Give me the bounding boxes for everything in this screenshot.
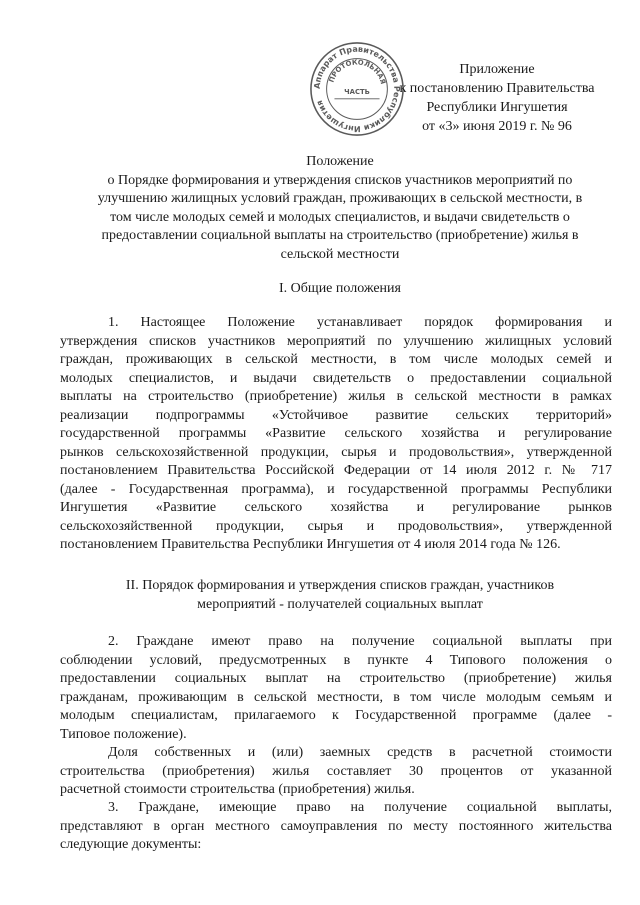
paragraph-line: 3. Граждане, имеющие право на получение социальной выплаты,	[108, 800, 612, 815]
annex-line: к постановлению Правительства	[399, 81, 595, 96]
section-1-heading: I. Общие положения	[279, 281, 401, 296]
stamp-outer-text: Аппарат Правительства Республики Ингушетия	[312, 44, 402, 134]
paragraph-line: сельскохозяйственной продукции, сырья и продовольствия», утвержденной	[60, 518, 612, 534]
title-line: сельской местности	[280, 246, 400, 262]
paragraph-line: гражданам, проживающим в сельской местности, в том числе молодым семьям и	[60, 689, 612, 705]
paragraph-2	[60, 633, 612, 744]
paragraph-line: государственной программы «Развитие сельского хозяйства и регулирование	[60, 426, 612, 441]
paragraph-line: (далее - Государственная программа), и государственной программы Республики	[60, 481, 612, 497]
document-title	[80, 153, 600, 264]
paragraph-line: молодых специалистов, и выдачи свидетельств о предоставлении социальной	[60, 370, 612, 386]
paragraph-line: рынков сельскохозяйственной продукции, сырья и продовольствия», утвержденной	[60, 444, 612, 460]
paragraph-line: молодым специалистам, прилагаемого к Государственной программе (далее -	[60, 708, 612, 723]
paragraph-line: постановлением Правительства Российской Федерации от 14 июля 2012 г. № 717	[60, 463, 612, 478]
stamp-inner-text: ПРОТОКОЛЬНАЯ	[327, 58, 387, 86]
paragraph-line: реализации подпрограммы «Устойчивое развитие сельских территорий»	[60, 407, 612, 423]
paragraph-line: Ингушетия «Развитие сельского хозяйства и регулирование рынков	[60, 500, 612, 515]
paragraph-line: предоставлении социальных выплат на строительство (приобретение) жилья	[60, 671, 612, 686]
paragraph-line: выплаты на строительство (приобретение) жилья в сельской местности в рамках	[60, 389, 612, 404]
paragraph-line: расчетной стоимости строительства (приобретения) жилья.	[60, 782, 415, 797]
annex-line: Республики Ингушетия	[426, 100, 568, 115]
paragraph-line: Типовое положение).	[60, 726, 187, 742]
heading-line: II. Порядок формирования и утверждения списков граждан, участников	[125, 578, 555, 593]
paragraph-line: следующие документы:	[60, 837, 202, 852]
title-line: том числе молодых семей и молодых специалистов, и выдачи свидетельств о	[110, 209, 570, 225]
paragraph-line: постановлением Правительства Республики Ингушетия от 4 июля 2014 года № 126.	[60, 537, 561, 552]
paragraph-line: граждан, проживающих в сельской местности, в том числе молодых семей и	[60, 352, 612, 367]
paragraph-line: 2. Граждане имеют право на получение социальной выплаты при	[108, 634, 612, 649]
title-line: о Порядке формирования и утверждения списков участников мероприятий по	[107, 172, 573, 188]
title-line: предоставлении социальной выплаты на строительство (приобретение) жилья в	[101, 228, 579, 243]
annex-line: от «3» июня 2019 г. № 96	[422, 119, 572, 134]
paragraph-1	[60, 314, 612, 555]
paragraph-3	[60, 744, 612, 800]
paragraph-line: строительства (приобретения) жилья составляет 30 процентов от указанной	[60, 763, 612, 779]
paragraph-4	[60, 799, 612, 855]
title-line: Положение	[306, 154, 374, 169]
annex-header	[372, 60, 622, 136]
stamp-center-text: ЧАСТЬ	[344, 87, 370, 96]
title-line: улучшению жилищных условий граждан, проживающих в сельской местности, в	[97, 191, 583, 206]
paragraph-line: соблюдении условий, предусмотренных в пункте 4 Типового положения о	[60, 652, 612, 668]
paragraph-line: представляют в орган местного самоуправления по месту постоянного жительства	[60, 818, 612, 834]
heading-line: мероприятий - получателей социальных выплат	[197, 597, 483, 612]
paragraph-line: Доля собственных и (или) заемных средств в расчетной стоимости	[108, 745, 612, 760]
paragraph-line: 1. Настоящее Положение устанавливает порядок формирования и	[108, 315, 612, 330]
section-2-heading	[80, 576, 600, 614]
paragraph-line: утверждения списков участников мероприятий по улучшению жилищных условий	[60, 333, 612, 349]
annex-line: Приложение	[459, 62, 535, 77]
